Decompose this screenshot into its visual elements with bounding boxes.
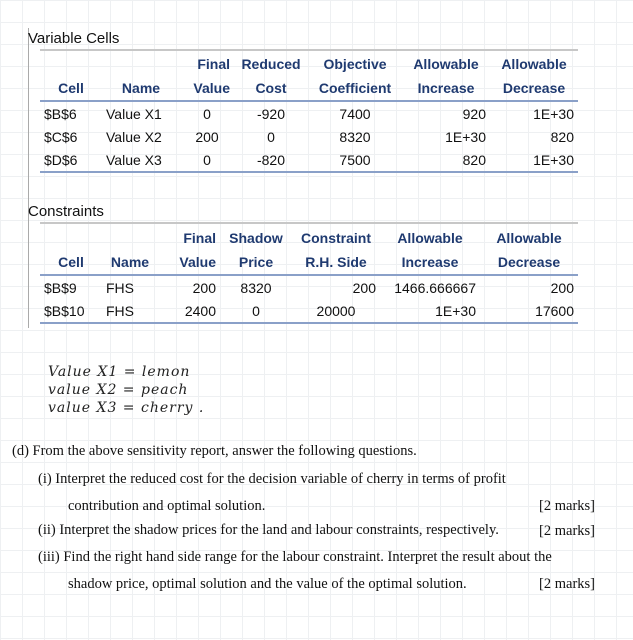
vc-reduced-cost: 0 — [267, 128, 275, 145]
vc-h-decrease: Decrease — [490, 76, 578, 101]
vc-allowable-decrease: 1E+30 — [490, 148, 578, 172]
cs-h-name: Name — [102, 250, 158, 275]
vc-cell: $B$6 — [44, 105, 77, 122]
vc-allowable-decrease: 1E+30 — [533, 105, 574, 122]
cs-allowable-decrease: 17600 — [480, 299, 578, 323]
variable-cells-header-bottom — [40, 76, 578, 101]
handwritten-note-x1: Value X1 = lemon — [48, 364, 191, 380]
cs-shadow-price: 8320 — [240, 279, 272, 296]
cs-name: FHS — [106, 279, 134, 296]
vc-reduced-cost: -920 — [256, 105, 286, 122]
vc-final-value: 0 — [180, 148, 234, 172]
cs-cell: $B$9 — [44, 279, 77, 296]
vc-name: Value X3 — [102, 148, 180, 172]
cs-h-top-cell — [40, 226, 102, 250]
cs-cell: $B$10 — [40, 299, 102, 323]
cs-name: FHS — [102, 299, 158, 323]
constraints-header-top — [40, 226, 578, 250]
vc-reduced-cost: -820 — [234, 148, 308, 172]
cs-allowable-decrease: 200 — [550, 279, 574, 296]
cs-h-value: Value — [158, 250, 220, 275]
vc-h-top-cell — [40, 52, 102, 76]
cs-final-value: 2400 — [158, 299, 220, 323]
constraints-top-rule — [40, 222, 578, 224]
vc-h-top-name — [102, 52, 180, 76]
question-part-i-line2: contribution and optimal solution. — [68, 498, 266, 514]
vc-name: Value X2 — [106, 128, 162, 145]
constraints-header-bottom — [40, 250, 578, 275]
variable-cells-title: Variable Cells — [28, 30, 120, 47]
constraints-table — [40, 226, 578, 324]
left-border — [28, 28, 29, 328]
table-row — [40, 275, 578, 299]
vc-objective-coef: 8320 — [339, 128, 371, 145]
vc-h-coefficient: Coefficient — [308, 76, 402, 101]
vc-allowable-decrease: 820 — [550, 128, 574, 145]
variable-cells-header-top — [40, 52, 578, 76]
question-part-iii-line2: shadow price, optimal solution and the value of the optimal solution. — [68, 576, 467, 592]
cs-h-top-allow-inc: Allowable — [397, 230, 463, 246]
vc-h-top-objective: Objective — [323, 56, 387, 72]
vc-h-top-reduced: Reduced — [241, 56, 301, 72]
question-part-iii-line1: (iii) Find the right hand side range for the labour constraint. Interpret the result about the — [38, 549, 552, 565]
variable-cells-top-rule — [40, 49, 578, 51]
cs-allowable-increase: 1466.666667 — [394, 279, 476, 296]
cs-rhs: 200 — [352, 279, 376, 296]
vc-h-cost: Cost — [234, 76, 308, 101]
cs-h-price: Price — [220, 250, 292, 275]
question-intro: (d) From the above sensitivity report, answer the following questions. — [12, 443, 417, 459]
vc-h-name: Name — [102, 76, 180, 101]
variable-cells-table — [40, 52, 578, 173]
cs-h-decrease: Decrease — [480, 250, 578, 275]
vc-h-top-allow-inc: Allowable — [413, 56, 479, 72]
handwritten-note-x2: value X2 = peach — [48, 382, 189, 398]
cs-h-top-name — [102, 226, 158, 250]
vc-name: Value X1 — [106, 105, 162, 122]
vc-cell: $D$6 — [40, 148, 102, 172]
vc-allowable-increase: 920 — [462, 105, 486, 122]
table-row — [40, 101, 578, 125]
handwritten-note-x3: value X3 = cherry . — [48, 400, 205, 416]
vc-objective-coef: 7500 — [308, 148, 402, 172]
cs-h-top-allow-dec: Allowable — [496, 230, 562, 246]
cs-h-top-constraint: Constraint — [301, 230, 371, 246]
vc-allowable-increase: 1E+30 — [445, 128, 486, 145]
cs-allowable-increase: 1E+30 — [380, 299, 480, 323]
vc-final-value: 0 — [203, 105, 211, 122]
cs-h-rhs: R.H. Side — [292, 250, 380, 275]
cs-h-top-final: Final — [183, 230, 216, 246]
table-row — [40, 299, 578, 323]
table-row — [40, 148, 578, 172]
cs-h-increase: Increase — [380, 250, 480, 275]
vc-h-value: Value — [180, 76, 234, 101]
question-part-iii-marks: [2 marks] — [539, 576, 595, 592]
cs-h-cell: Cell — [40, 250, 102, 275]
vc-h-top-allow-dec: Allowable — [501, 56, 567, 72]
constraints-title: Constraints — [28, 203, 104, 220]
vc-final-value: 200 — [195, 128, 219, 145]
question-part-ii-line1: (ii) Interpret the shadow prices for the land and labour constraints, respectively. — [38, 522, 499, 538]
question-part-i-marks: [2 marks] — [539, 498, 595, 514]
vc-h-increase: Increase — [402, 76, 490, 101]
table-row — [40, 125, 578, 148]
vc-objective-coef: 7400 — [339, 105, 371, 122]
cs-h-top-shadow: Shadow — [229, 230, 283, 246]
vc-allowable-increase: 820 — [402, 148, 490, 172]
cs-final-value: 200 — [192, 279, 216, 296]
vc-cell: $C$6 — [44, 128, 78, 145]
cs-shadow-price: 0 — [220, 299, 292, 323]
question-part-ii-marks: [2 marks] — [539, 523, 595, 539]
vc-h-cell: Cell — [40, 76, 102, 101]
question-part-i-line1: (i) Interpret the reduced cost for the decision variable of cherry in terms of profit — [38, 471, 506, 487]
cs-rhs: 20000 — [292, 299, 380, 323]
vc-h-top-final: Final — [197, 56, 230, 72]
